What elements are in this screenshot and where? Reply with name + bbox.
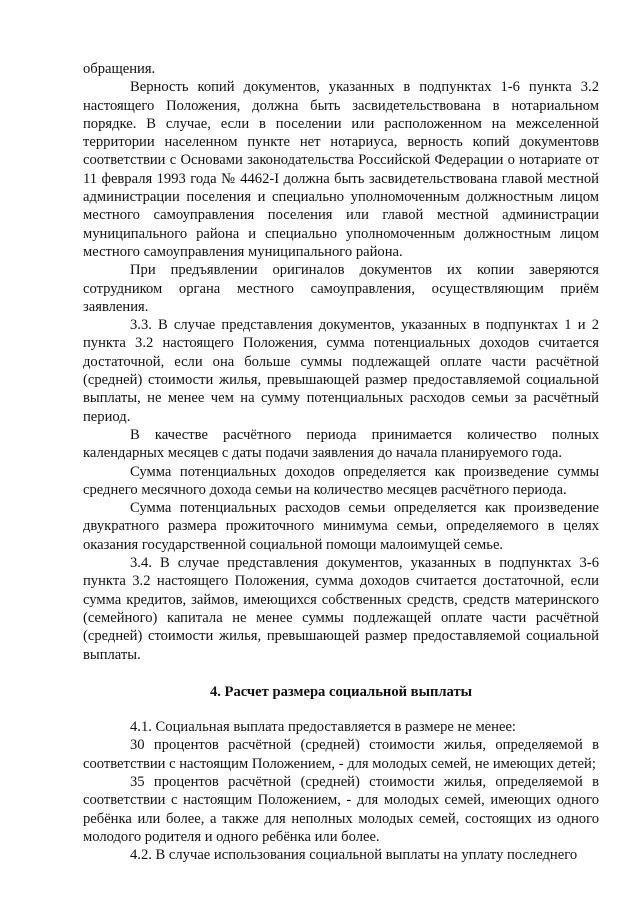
paragraph-clause-3-4: 3.4. В случае представления документов, указанных в подпунктах 3-6 пункта 3.2 настоящего Положения, сумма доходов считается достаточной, если сумма кредитов, займов, имеющихся собственных средств, средств материнского (семейного) капитала не менее суммы подлежащей оплате части расчётной (средней) стоимости жилья, превышающей размер предоставляемой социальной выплаты.: [83, 555, 599, 663]
paragraph-clause-4-1: 4.1. Социальная выплата предоставляется в размере не менее:: [130, 719, 516, 736]
paragraph-copies-certification: Верность копий документов, указанных в подпунктах 1-6 пункта 3.2 настоящего Положения, должна быть засвидетельствована в нотариальном порядке. В случае, если в поселении или расположенном на межселенной территории населенном пункте нет нотариуса, верность копий документовв соответствии с Основами законодательства Российской Федерации о нотариате от 11 февраля 1993 года № 4462-I должна быть засвидетельствована главой местной администрации поселения и специально уполномоченным должностным лицом местного самоуправления поселения или главой местной администрации муниципального района и специально уполномоченным должностным лицом местного самоуправления муниципального района.: [83, 79, 599, 260]
paragraph-clause-4-2: 4.2. В случае использования социальной выплаты на уплату последнего: [130, 847, 578, 864]
paragraph-clause-3-3: 3.3. В случае представления документов, указанных в подпунктах 1 и 2 пункта 3.2 настоящего Положения, сумма потенциальных доходов считается достаточной, если она больше суммы подлежащей оплате части расчётной (средней) стоимости жилья, превышающей размер предоставляемой социальной выплаты, не менее чем на сумму потенциальных расходов семьи за расчётный период.: [83, 317, 599, 425]
paragraph-appeal-end: обращения.: [83, 61, 156, 77]
document-page: [83, 60, 599, 864]
paragraph-potential-income: Сумма потенциальных доходов определяется как произведение суммы среднего месячного дохода семьи на количество месяцев расчётного периода.: [83, 463, 599, 498]
paragraph-originals-presentation: При предъявлении оригиналов документов их копии заверяются сотрудником органа местного самоуправления, осуществляющим приём заявления.: [83, 262, 599, 315]
paragraph-potential-expenses: Сумма потенциальных расходов семьи определяется как произведение двукратного размера прожиточного минимума семьи, определяемого в целях оказания государственной социальной помощи малоимущей семье.: [83, 500, 599, 553]
paragraph-30-percent: 30 процентов расчётной (средней) стоимости жилья, определяемой в соответствии с настоящим Положением, - для молодых семей, не имеющих детей;: [83, 737, 599, 772]
paragraph-calculation-period: В качестве расчётного периода принимается количество полных календарных месяцев с даты подачи заявления до начала планируемого года.: [83, 426, 599, 462]
section-heading: 4. Расчет размера социальной выплаты: [209, 683, 473, 700]
paragraph-35-percent: 35 процентов расчётной (средней) стоимости жилья, определяемой в соответствии с настоящим Положением, - для молодых семей, имеющих одного ребёнка или более, а также для неполных молодых семей, состоящих из одного молодого родителя и одного ребёнка или более.: [83, 773, 599, 845]
